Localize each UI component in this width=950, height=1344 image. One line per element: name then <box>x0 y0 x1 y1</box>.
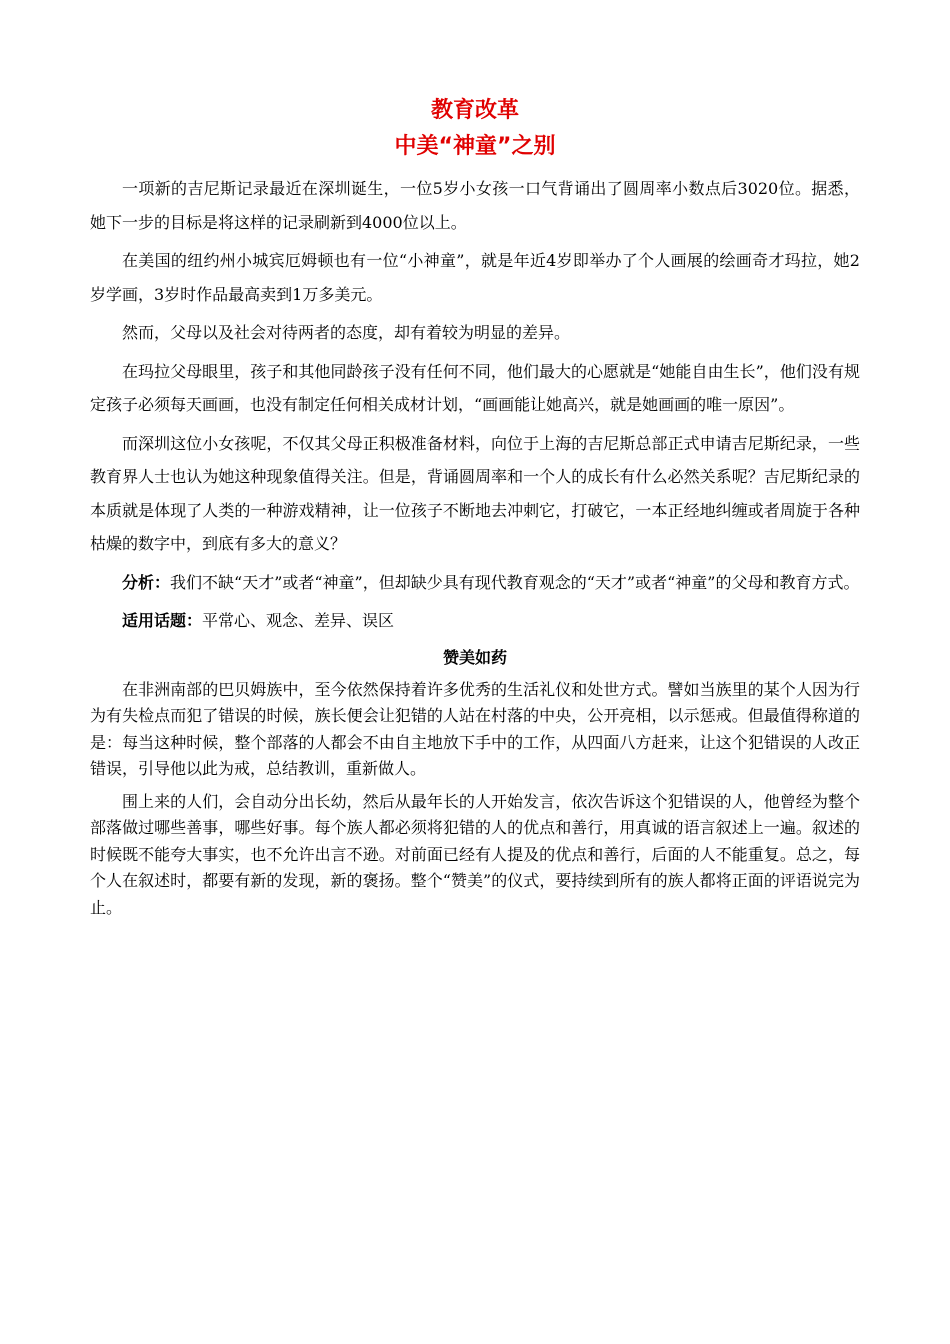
paragraph: 一项新的吉尼斯记录最近在深圳诞生，一位5岁小女孩一口气背诵出了圆周率小数点后3020位。据悉，她下一步的目标是将这样的记录刷新到4000位以上。 <box>90 179 860 232</box>
topics-paragraph <box>90 604 860 638</box>
section-heading: 赞美如药 <box>442 647 507 667</box>
document-title: 教育改革 <box>430 98 519 123</box>
document-subtitle: 中美“神童”之别 <box>394 134 556 159</box>
analysis-label: 分析： <box>122 572 171 592</box>
paragraph: 在美国的纽约州小城宾厄姆顿也有一位“小神童”，就是年近4岁即举办了个人画展的绘画奇才玛拉，她2岁学画，3岁时作品最高卖到1万多美元。 <box>90 251 860 304</box>
paragraph: 在非洲南部的巴贝姆族中，至今依然保持着许多优秀的生活礼仪和处世方式。譬如当族里的某个人因为行为有失检点而犯了错误的时候，族长便会让犯错的人站在村落的中央，公开亮相，以示惩戒。但最值得称道的是：每当这种时候，整个部落的人都会不由自主地放下手中的工作，从四面八方赶来，让这个犯错误的人改正错误，引导他以此为戒，总结教训，重新做人。 <box>90 679 860 778</box>
article-section-2 <box>90 643 860 922</box>
document-page <box>90 96 860 927</box>
paragraph: 在玛拉父母眼里，孩子和其他同龄孩子没有任何不同，他们最大的心愿就是“她能自由生长”，他们没有规定孩子必须每天画画，也没有制定任何相关成材计划，“画画能让她高兴，就是她画画的唯一原因”。 <box>90 361 860 414</box>
analysis-text: 我们不缺“天才”或者“神童”，但却缺少具有现代教育观念的“天才”或者“神童”的父母和教育方式。 <box>170 572 860 592</box>
paragraph: 而深圳这位小女孩呢，不仅其父母正积极准备材料，向位于上海的吉尼斯总部正式申请吉尼斯纪录，一些教育界人士也认为她这种现象值得关注。但是，背诵圆周率和一个人的成长有什么必然关系呢？吉尼斯纪录的本质就是体现了人类的一种游戏精神，让一位孩子不断地去冲刺它，打破它，一本正经地纠缠或者周旋于各种枯燥的数字中，到底有多大的意义？ <box>90 433 860 553</box>
paragraph: 围上来的人们，会自动分出长幼，然后从最年长的人开始发言，依次告诉这个犯错误的人，他曾经为整个部落做过哪些善事，哪些好事。每个族人都必须将犯错的人的优点和善行，用真诚的语言叙述上一遍。叙述的时候既不能夸大事实，也不允许出言不逊。对前面已经有人提及的优点和善行，后面的人不能重复。总之，每个人在叙述时，都要有新的发现，新的褒扬。整个“赞美”的仪式，要持续到所有的族人都将正面的评语说完为止。 <box>90 791 860 917</box>
topics-label: 适用话题： <box>122 611 203 630</box>
analysis-paragraph <box>90 566 860 600</box>
article-section-1 <box>90 172 860 638</box>
paragraph: 然而，父母以及社会对待两者的态度，却有着较为明显的差异。 <box>122 323 571 342</box>
topics-text: 平常心、观念、差异、误区 <box>202 611 395 630</box>
